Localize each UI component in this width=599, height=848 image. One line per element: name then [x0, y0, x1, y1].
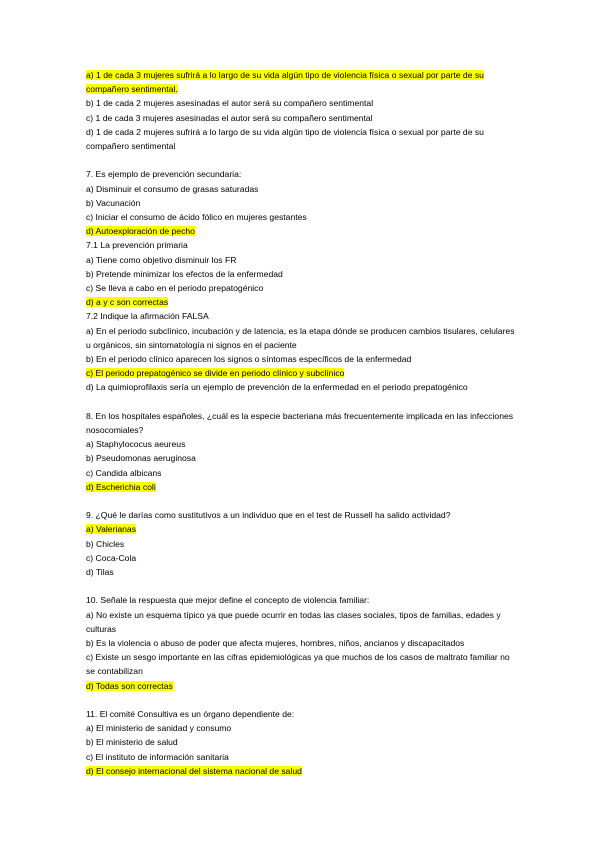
- q6-option-b: [86, 96, 516, 110]
- q7-option-a: [86, 182, 516, 196]
- question-9: [86, 508, 516, 579]
- q10-option-d: [86, 679, 516, 693]
- q7-option-d: [86, 224, 516, 238]
- spacer: [86, 494, 516, 508]
- q11-option-a-text: a) El ministerio de sanidad y consumo: [86, 723, 232, 734]
- q7-1-option-b: [86, 267, 516, 281]
- question-10-title: 10. Señale la respuesta que mejor define el concepto de violencia familiar:: [86, 595, 370, 606]
- q9-option-b-text: b) Chicles: [86, 538, 125, 549]
- q9-option-b: [86, 537, 516, 551]
- question-8-title: 8. En los hospitales españoles, ¿cuál es la especie bacteriana más frecuentemente implicada en las infecciones nosocomiales?: [86, 410, 514, 436]
- q8-option-c: [86, 466, 516, 480]
- q7-1-option-d: [86, 295, 516, 309]
- q10-option-c-text: c) Existe un sesgo importante en las cifras epidemiológicas ya que muchos de los casos de maltrato familiar no se contabilizan: [86, 652, 510, 677]
- q7-2-option-d-text: d) La quimioprofilaxis sería un ejemplo de prevención de la enfermedad en el periodo prepatogénico: [86, 382, 468, 393]
- q6-option-b-text: b) 1 de cada 2 mujeres asesinadas el autor será su compañero sentimental: [86, 98, 374, 109]
- q11-option-d: [86, 764, 516, 778]
- question-9-title: 9. ¿Qué le darías como sustitutivos a un individuo que en el test de Russell ha salido actividad?: [86, 510, 451, 521]
- q7-option-d-text: d) Autoexploración de pecho: [86, 226, 195, 237]
- q7-2-option-a-text: a) En el periodo subclínico, incubación y de latencia, es la etapa dónde se producen cambios tisulares, celulares u orgánicos, sin sintomatología ni signos en el paciente: [86, 325, 515, 350]
- spacer: [86, 153, 516, 167]
- question-11-title: 11. El comité Consultiva es un órgano dependiente de:: [86, 709, 295, 720]
- q7-option-c-text: c) Iniciar el consumo de ácido fólico en mujeres gestantes: [86, 212, 307, 223]
- q9-option-d: [86, 565, 516, 579]
- question-11: [86, 707, 516, 778]
- q6-option-c-text: c) 1 de cada 3 mujeres asesinadas el autor será su compañero sentimental: [86, 112, 373, 123]
- q7-1-option-d-text: d) a y c son correctas: [86, 297, 169, 308]
- question-10: [86, 593, 516, 692]
- question-8: [86, 409, 516, 494]
- q11-option-a: [86, 721, 516, 735]
- q11-option-b: [86, 735, 516, 749]
- q8-option-d: [86, 480, 516, 494]
- q8-option-b: [86, 451, 516, 465]
- q11-option-d-text: d) El consejo internacional del sistema nacional de salud: [86, 765, 302, 776]
- q6-option-a: [86, 68, 516, 96]
- q7-1-option-a: [86, 253, 516, 267]
- q7-2-option-c-text: c) El periodo prepatogénico se divide en periodo clínico y subclínico: [86, 368, 345, 379]
- q7-option-a-text: a) Disminuir el consumo de grasas saturadas: [86, 183, 259, 194]
- q8-option-b-text: b) Pseudomonas aeruginosa: [86, 453, 196, 464]
- q7-option-c: [86, 210, 516, 224]
- q8-option-c-text: c) Candida albicans: [86, 467, 162, 478]
- q10-option-d-text: d) Todas son correctas: [86, 680, 173, 691]
- q10-option-c: [86, 650, 516, 678]
- question-7-2-title: 7.2 Indique la afirmación FALSA: [86, 311, 209, 322]
- q10-option-a-text: a) No existe un esquema típico ya que puede ocurrir en todas las clases sociales, tipos de familias, edades y culturas: [86, 609, 501, 634]
- q9-option-c: [86, 551, 516, 565]
- document-content: [86, 68, 516, 778]
- q9-option-a-text: a) Valerianas: [86, 524, 136, 535]
- q7-2-option-b-text: b) En el periodo clínico aparecen los signos o síntomas específicos de la enfermedad: [86, 354, 412, 365]
- question-7: [86, 167, 516, 238]
- question-6-options: [86, 68, 516, 153]
- q7-2-option-b: [86, 352, 516, 366]
- q6-option-d: [86, 125, 516, 153]
- q11-option-c: [86, 750, 516, 764]
- q8-option-a-text: a) Staphylococus aeureus: [86, 439, 186, 450]
- q6-option-c: [86, 111, 516, 125]
- q6-option-d-text: d) 1 de cada 2 mujeres sufrirá a lo largo de su vida algún tipo de violencia física o sexual por parte de su compañero sentimental: [86, 126, 484, 152]
- question-7-title: 7. Es ejemplo de prevención secundaria:: [86, 169, 242, 180]
- question-7-1: [86, 238, 516, 309]
- q11-option-c-text: c) El instituto de información sanitaria: [86, 751, 229, 762]
- q7-option-b-text: b) Vacunación: [86, 197, 141, 208]
- q9-option-c-text: c) Coca-Cola: [86, 552, 137, 563]
- q11-option-b-text: b) El ministerio de salud: [86, 737, 178, 748]
- spacer: [86, 395, 516, 409]
- q7-1-option-b-text: b) Pretende minimizar los efectos de la enfermedad: [86, 268, 283, 279]
- q9-option-a: [86, 522, 516, 536]
- q7-2-option-d: [86, 380, 516, 394]
- q7-1-option-c-text: c) Se lleva a cabo en el periodo prepatogénico: [86, 283, 264, 294]
- spacer: [86, 693, 516, 707]
- q7-1-option-c: [86, 281, 516, 295]
- q8-option-a: [86, 437, 516, 451]
- q7-option-b: [86, 196, 516, 210]
- q7-1-option-a-text: a) Tiene como objetivo disminuir los FR: [86, 254, 237, 265]
- q10-option-a: [86, 608, 516, 636]
- q10-option-b: [86, 636, 516, 650]
- question-7-2: [86, 309, 516, 394]
- q9-option-d-text: d) Tilas: [86, 567, 114, 578]
- q10-option-b-text: b) Es la violencia o abuso de poder que afecta mujeres, hombres, niños, ancianos y discapacitados: [86, 638, 465, 649]
- spacer: [86, 579, 516, 593]
- q8-option-d-text: d) Escherichia coli: [86, 481, 156, 492]
- q7-2-option-c: [86, 366, 516, 380]
- question-7-1-title: 7.1 La prevención primaria: [86, 240, 188, 251]
- q6-option-a-text: a) 1 de cada 3 mujeres sufrirá a lo largo de su vida algún tipo de violencia física o sexual por parte de su compañero sentimental.: [86, 70, 484, 95]
- q7-2-option-a: [86, 324, 516, 352]
